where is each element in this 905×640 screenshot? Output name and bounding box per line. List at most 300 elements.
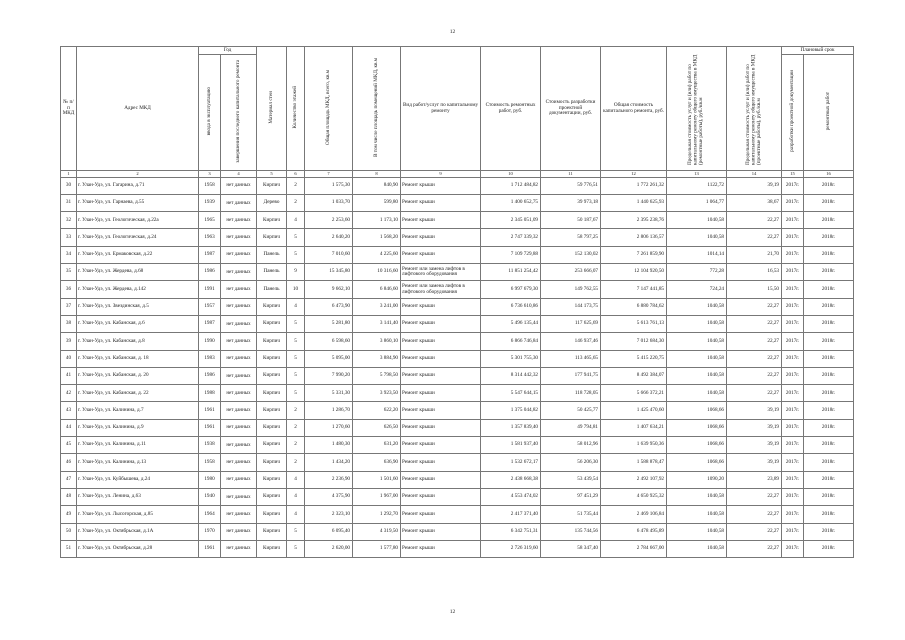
cell-total-cost: 1 407 634,21: [601, 419, 667, 436]
cell-plan-repair: 2018г.: [804, 506, 854, 523]
col-floors-label: Количество этажей: [291, 85, 298, 129]
column-number: 13: [667, 171, 727, 178]
cell-plan-design: 2017г.: [782, 454, 804, 471]
cell-year: 1980: [199, 471, 221, 488]
cell-year: 1965: [199, 212, 221, 229]
cell-last-repair: нет данных: [221, 471, 257, 488]
col-material-header: [257, 47, 287, 171]
table-row: [61, 402, 854, 419]
cell-year: 1983: [199, 350, 221, 367]
cell-limit-design: 16,53: [727, 264, 782, 281]
cell-plan-design: 2017г.: [782, 419, 804, 436]
cell-address: г. Улан-Удэ, ул. Гарнаева, д.55: [77, 194, 199, 211]
cell-limit-design: 21,70: [727, 246, 782, 263]
col-no-header: № п/п МКД: [61, 47, 77, 171]
cell-design-cost: 118 728,05: [541, 385, 601, 402]
col-total-area-label: Общая площадь МКД, всего, кв.м: [324, 69, 331, 145]
column-number: 6: [287, 171, 305, 178]
column-number: 15: [782, 171, 804, 178]
cell-no: 37: [61, 298, 77, 315]
cell-total-area: 4 375,90: [305, 488, 353, 505]
cell-work-type: Ремонт крыши: [401, 246, 481, 263]
cell-no: 35: [61, 264, 77, 281]
cell-limit-cost: 1040,58: [667, 540, 727, 557]
cell-last-repair: нет данных: [221, 385, 257, 402]
cell-limit-cost: 1 064,77: [667, 194, 727, 211]
cell-material: Кирпич: [257, 488, 287, 505]
col-plan-group-header: Плановый срок: [782, 47, 854, 55]
cell-no: 49: [61, 506, 77, 523]
cell-plan-design: 2017г.: [782, 281, 804, 298]
cell-work-type: Ремонт или замена лифтов в лифтового оборудования: [401, 281, 481, 298]
cell-floors: 4: [287, 488, 305, 505]
cell-year: 1961: [199, 419, 221, 436]
cell-repair-cost: 1 712 484,82: [481, 177, 541, 194]
cell-limit-design: 39,19: [727, 177, 782, 194]
cell-plan-design: 2017г.: [782, 333, 804, 350]
cell-total-cost: 5 415 220,75: [601, 350, 667, 367]
cell-limit-cost: 1068,66: [667, 402, 727, 419]
table-row: [61, 246, 854, 263]
cell-premises-area: 3 884,90: [353, 350, 401, 367]
cell-year: 1940: [199, 488, 221, 505]
cell-premises-area: 4 319,50: [353, 523, 401, 540]
cell-plan-repair: 2018г.: [804, 298, 854, 315]
cell-last-repair: нет данных: [221, 315, 257, 332]
cell-plan-design: 2017г.: [782, 177, 804, 194]
cell-no: 42: [61, 385, 77, 402]
cell-total-cost: 6 478 495,89: [601, 523, 667, 540]
cell-material: Кирпич: [257, 350, 287, 367]
cell-total-area: 5 331,30: [305, 385, 353, 402]
cell-total-area: 5 095,00: [305, 350, 353, 367]
cell-plan-repair: 2018г.: [804, 212, 854, 229]
cell-limit-cost: 1068,66: [667, 437, 727, 454]
table-row: [61, 506, 854, 523]
cell-limit-cost: 1068,66: [667, 419, 727, 436]
cell-premises-area: 1 292,70: [353, 506, 401, 523]
cell-last-repair: нет данных: [221, 212, 257, 229]
cell-plan-repair: 2018г.: [804, 264, 854, 281]
column-number: 10: [481, 171, 541, 178]
cell-total-area: 6 473,90: [305, 298, 353, 315]
cell-design-cost: 144 173,75: [541, 298, 601, 315]
cell-limit-design: 22,27: [727, 540, 782, 557]
cell-address: г. Улан-Удэ, ул. Ермаковская, д.22: [77, 246, 199, 263]
cell-repair-cost: 2 747 339,32: [481, 229, 541, 246]
cell-floors: 10: [287, 281, 305, 298]
cell-repair-cost: 5 496 135,44: [481, 315, 541, 332]
cell-material: Кирпич: [257, 212, 287, 229]
col-limit-cost-header: [667, 47, 727, 171]
table-row: [61, 212, 854, 229]
table-row: [61, 540, 854, 557]
cell-limit-cost: 1040,58: [667, 350, 727, 367]
column-number: 14: [727, 171, 782, 178]
cell-total-area: 2 323,10: [305, 506, 353, 523]
cell-design-cost: 149 762,55: [541, 281, 601, 298]
cell-material: Кирпич: [257, 298, 287, 315]
cell-premises-area: 636,90: [353, 454, 401, 471]
cell-total-area: 2 236,90: [305, 471, 353, 488]
cell-plan-repair: 2018г.: [804, 523, 854, 540]
cell-address: г. Улан-Удэ, ул. Октябрьская, д.1А: [77, 523, 199, 540]
cell-premises-area: 626,50: [353, 419, 401, 436]
cell-last-repair: нет данных: [221, 281, 257, 298]
col-plan-repair-label: ремонтных работ: [824, 92, 831, 131]
cell-material: Кирпич: [257, 315, 287, 332]
cell-no: 38: [61, 315, 77, 332]
cell-design-cost: 152 130,02: [541, 246, 601, 263]
col-floors-header: [287, 47, 305, 171]
cell-limit-cost: 1040,58: [667, 523, 727, 540]
cell-limit-design: 22,27: [727, 523, 782, 540]
cell-plan-design: 2017г.: [782, 315, 804, 332]
col-total-cost-header: Общая стоимость капитального ремонта, руб.: [601, 47, 667, 171]
col-year-commission-header: [199, 55, 221, 171]
cell-material: Кирпич: [257, 229, 287, 246]
cell-design-cost: 53 439,54: [541, 471, 601, 488]
cell-plan-repair: 2018г.: [804, 367, 854, 384]
cell-work-type: Ремонт крыши: [401, 402, 481, 419]
cell-address: г. Улан-Удэ, ул. Кабанская, д. 18: [77, 350, 199, 367]
cell-material: Панель: [257, 281, 287, 298]
cell-premises-area: 622,20: [353, 402, 401, 419]
cell-work-type: Ремонт крыши: [401, 333, 481, 350]
cell-material: Кирпич: [257, 177, 287, 194]
table-row: [61, 229, 854, 246]
cell-premises-area: 3 860,10: [353, 333, 401, 350]
cell-premises-area: 599,80: [353, 194, 401, 211]
cell-material: Кирпич: [257, 402, 287, 419]
cell-last-repair: нет данных: [221, 246, 257, 263]
cell-material: Кирпич: [257, 471, 287, 488]
cell-total-cost: 2 806 136,57: [601, 229, 667, 246]
cell-plan-design: 2017г.: [782, 350, 804, 367]
cell-floors: 5: [287, 540, 305, 557]
capital-repair-table: [60, 46, 854, 558]
cell-plan-repair: 2018г.: [804, 471, 854, 488]
cell-repair-cost: 5 547 644,15: [481, 385, 541, 402]
cell-limit-design: 15,50: [727, 281, 782, 298]
cell-premises-area: 3 141,40: [353, 315, 401, 332]
cell-repair-cost: 1 375 044,82: [481, 402, 541, 419]
cell-address: г. Улан-Удэ, ул. Геологическая, д.24: [77, 229, 199, 246]
cell-no: 34: [61, 246, 77, 263]
cell-last-repair: нет данных: [221, 488, 257, 505]
cell-address: г. Улан-Удэ, ул. Лысогорская, д.85: [77, 506, 199, 523]
cell-total-area: 2 640,20: [305, 229, 353, 246]
cell-floors: 4: [287, 212, 305, 229]
cell-material: Кирпич: [257, 367, 287, 384]
cell-no: 39: [61, 333, 77, 350]
cell-design-cost: 253 666,07: [541, 264, 601, 281]
col-year-group-header: Год: [199, 47, 257, 55]
table-row: [61, 367, 854, 384]
cell-no: 44: [61, 419, 77, 436]
cell-address: г. Улан-Удэ, ул. Звездинская, д.5: [77, 298, 199, 315]
table-row: [61, 333, 854, 350]
cell-total-cost: 1 440 625,93: [601, 194, 667, 211]
cell-total-cost: 7 012 684,30: [601, 333, 667, 350]
cell-year: 1963: [199, 229, 221, 246]
cell-design-cost: 58 012,96: [541, 437, 601, 454]
cell-design-cost: 39 973,18: [541, 194, 601, 211]
cell-work-type: Ремонт крыши: [401, 385, 481, 402]
cell-address: г. Улан-Удэ, ул. Калинина, д.11: [77, 437, 199, 454]
cell-repair-cost: 6 997 679,30: [481, 281, 541, 298]
cell-design-cost: 50 187,67: [541, 212, 601, 229]
cell-work-type: Ремонт или замена лифтов в лифтового оборудования: [401, 264, 481, 281]
cell-total-area: 6 598,60: [305, 333, 353, 350]
cell-plan-design: 2017г.: [782, 385, 804, 402]
cell-work-type: Ремонт крыши: [401, 350, 481, 367]
cell-limit-cost: 1040,58: [667, 333, 727, 350]
cell-no: 47: [61, 471, 77, 488]
cell-work-type: Ремонт крыши: [401, 315, 481, 332]
cell-total-cost: 2 492 107,92: [601, 471, 667, 488]
cell-premises-area: 631,20: [353, 437, 401, 454]
cell-premises-area: 840,90: [353, 177, 401, 194]
cell-repair-cost: 11 851 254,42: [481, 264, 541, 281]
cell-limit-design: 22,27: [727, 506, 782, 523]
col-premises-area-header: [353, 47, 401, 171]
col-year-last-repair-header: [221, 55, 257, 171]
cell-work-type: Ремонт крыши: [401, 229, 481, 246]
cell-limit-cost: 1040,58: [667, 488, 727, 505]
cell-address: г. Улан-Удэ, ул. Жердева, д.142: [77, 281, 199, 298]
cell-plan-repair: 2018г.: [804, 540, 854, 557]
cell-floors: 4: [287, 298, 305, 315]
cell-repair-cost: 5 301 755,30: [481, 350, 541, 367]
cell-repair-cost: 6 866 746,84: [481, 333, 541, 350]
cell-no: 43: [61, 402, 77, 419]
cell-year: 1987: [199, 246, 221, 263]
cell-limit-design: 39,19: [727, 402, 782, 419]
cell-repair-cost: 6 342 751,31: [481, 523, 541, 540]
cell-repair-cost: 7 109 729,88: [481, 246, 541, 263]
cell-repair-cost: 2 726 319,60: [481, 540, 541, 557]
cell-repair-cost: 1 581 937,40: [481, 437, 541, 454]
col-limit-design-label: Предельная стоимость услуг и (или) работ по капитальному ремонту общего имущества в МКД (проектные работы), руб./кв.м: [744, 54, 762, 166]
cell-material: Панель: [257, 246, 287, 263]
cell-last-repair: нет данных: [221, 454, 257, 471]
cell-limit-cost: 1040,58: [667, 298, 727, 315]
cell-design-cost: 177 941,75: [541, 367, 601, 384]
cell-plan-repair: 2018г.: [804, 229, 854, 246]
cell-last-repair: нет данных: [221, 229, 257, 246]
table-row: [61, 177, 854, 194]
cell-total-area: 15 345,80: [305, 264, 353, 281]
cell-total-cost: 1 639 950,36: [601, 437, 667, 454]
cell-design-cost: 49 794,81: [541, 419, 601, 436]
cell-work-type: Ремонт крыши: [401, 212, 481, 229]
cell-floors: 2: [287, 194, 305, 211]
cell-plan-repair: 2018г.: [804, 350, 854, 367]
cell-total-cost: 8 492 384,07: [601, 367, 667, 384]
cell-limit-design: 39,19: [727, 437, 782, 454]
cell-last-repair: нет данных: [221, 523, 257, 540]
cell-last-repair: нет данных: [221, 437, 257, 454]
cell-repair-cost: 8 314 442,32: [481, 367, 541, 384]
cell-total-cost: 2 469 106,84: [601, 506, 667, 523]
column-number: 8: [353, 171, 401, 178]
column-number: 12: [601, 171, 667, 178]
cell-design-cost: 117 625,69: [541, 315, 601, 332]
cell-limit-cost: 1040,58: [667, 367, 727, 384]
table-row: [61, 315, 854, 332]
cell-plan-design: 2017г.: [782, 523, 804, 540]
column-number-row: [61, 171, 854, 178]
cell-no: 48: [61, 488, 77, 505]
cell-repair-cost: 1 532 672,17: [481, 454, 541, 471]
cell-limit-design: 22,27: [727, 350, 782, 367]
cell-total-cost: 1 772 261,32: [601, 177, 667, 194]
cell-premises-area: 6 846,60: [353, 281, 401, 298]
column-number: 3: [199, 171, 221, 178]
cell-premises-area: 1 501,60: [353, 471, 401, 488]
cell-plan-repair: 2018г.: [804, 402, 854, 419]
cell-plan-repair: 2018г.: [804, 454, 854, 471]
cell-repair-cost: 1 357 839,40: [481, 419, 541, 436]
column-number: 2: [77, 171, 199, 178]
cell-address: г. Улан-Удэ, ул. Гагарина, д.71: [77, 177, 199, 194]
table-row: [61, 264, 854, 281]
col-material-label: Материал стен: [267, 90, 274, 124]
cell-plan-design: 2017г.: [782, 194, 804, 211]
cell-plan-design: 2017г.: [782, 367, 804, 384]
cell-address: г. Улан-Удэ, ул. Геологическая, д.22а: [77, 212, 199, 229]
cell-floors: 2: [287, 454, 305, 471]
cell-total-cost: 7 261 859,90: [601, 246, 667, 263]
cell-address: г. Улан-Удэ, ул. Куйбышева, д.24: [77, 471, 199, 488]
table-row: [61, 523, 854, 540]
cell-plan-repair: 2018г.: [804, 385, 854, 402]
cell-limit-design: 22,27: [727, 488, 782, 505]
cell-premises-area: 3 241,00: [353, 298, 401, 315]
cell-no: 32: [61, 212, 77, 229]
cell-year: 1970: [199, 523, 221, 540]
column-number: 5: [257, 171, 287, 178]
cell-floors: 9: [287, 264, 305, 281]
cell-premises-area: 1 967,00: [353, 488, 401, 505]
cell-total-cost: 2 395 238,76: [601, 212, 667, 229]
cell-total-cost: 7 147 441,85: [601, 281, 667, 298]
cell-plan-repair: 2018г.: [804, 246, 854, 263]
cell-work-type: Ремонт крыши: [401, 194, 481, 211]
cell-address: г. Улан-Удэ, ул. Кабанская, д.6: [77, 315, 199, 332]
col-total-area-header: [305, 47, 353, 171]
column-number: 7: [305, 171, 353, 178]
cell-total-cost: 4 650 925,32: [601, 488, 667, 505]
cell-work-type: Ремонт крыши: [401, 506, 481, 523]
cell-plan-repair: 2018г.: [804, 488, 854, 505]
cell-total-area: 7 990,20: [305, 367, 353, 384]
cell-total-cost: 5 666 372,21: [601, 385, 667, 402]
cell-work-type: Ремонт крыши: [401, 177, 481, 194]
cell-total-area: 1 434,20: [305, 454, 353, 471]
table-row: [61, 298, 854, 315]
cell-floors: 5: [287, 523, 305, 540]
cell-last-repair: нет данных: [221, 367, 257, 384]
table-row: [61, 281, 854, 298]
cell-last-repair: нет данных: [221, 177, 257, 194]
cell-limit-cost: 1040,58: [667, 315, 727, 332]
col-design-cost-header: Стоимость разработки проектной документации, руб.: [541, 47, 601, 171]
cell-total-area: 1 270,60: [305, 419, 353, 436]
cell-last-repair: нет данных: [221, 540, 257, 557]
table-body: [61, 177, 854, 558]
cell-total-area: 1 575,30: [305, 177, 353, 194]
cell-limit-design: 22,27: [727, 333, 782, 350]
cell-premises-area: 5 798,50: [353, 367, 401, 384]
cell-premises-area: 4 225,60: [353, 246, 401, 263]
cell-floors: 4: [287, 471, 305, 488]
cell-repair-cost: 2 345 051,09: [481, 212, 541, 229]
col-repair-cost-header: Стоимость ремонтных работ, руб.: [481, 47, 541, 171]
cell-total-cost: 1 425 470,60: [601, 402, 667, 419]
cell-design-cost: 50 425,77: [541, 402, 601, 419]
cell-no: 46: [61, 454, 77, 471]
cell-plan-design: 2017г.: [782, 212, 804, 229]
cell-no: 51: [61, 540, 77, 557]
cell-year: 1991: [199, 281, 221, 298]
cell-total-cost: 1 588 878,47: [601, 454, 667, 471]
cell-floors: 5: [287, 350, 305, 367]
cell-work-type: Ремонт крыши: [401, 419, 481, 436]
cell-year: 1986: [199, 264, 221, 281]
table-row: [61, 437, 854, 454]
cell-floors: 5: [287, 333, 305, 350]
cell-year: 1958: [199, 454, 221, 471]
cell-last-repair: нет данных: [221, 194, 257, 211]
cell-work-type: Ремонт крыши: [401, 488, 481, 505]
cell-floors: 4: [287, 506, 305, 523]
cell-design-cost: 51 735,44: [541, 506, 601, 523]
cell-limit-design: 38,67: [727, 194, 782, 211]
table-row: [61, 471, 854, 488]
col-plan-design-header: [782, 55, 804, 171]
cell-address: г. Улан-Удэ, ул. Кабанская, д. 22: [77, 385, 199, 402]
cell-plan-design: 2017г.: [782, 506, 804, 523]
cell-limit-design: 22,27: [727, 367, 782, 384]
col-limit-cost-label: Предельная стоимость услуг и (или) работ по капитальному ремонту общего имущества в МКД (ремонтные работы), руб./кв.м: [687, 54, 705, 166]
cell-plan-repair: 2018г.: [804, 315, 854, 332]
cell-no: 45: [61, 437, 77, 454]
cell-total-area: 5 281,80: [305, 315, 353, 332]
cell-no: 50: [61, 523, 77, 540]
cell-limit-cost: 1068,66: [667, 454, 727, 471]
page-number-bottom: 12: [449, 609, 456, 615]
col-limit-design-header: [727, 47, 782, 171]
cell-plan-design: 2017г.: [782, 488, 804, 505]
cell-limit-cost: 1040,58: [667, 506, 727, 523]
cell-no: 30: [61, 177, 77, 194]
cell-year: 1988: [199, 385, 221, 402]
cell-no: 36: [61, 281, 77, 298]
cell-plan-design: 2017г.: [782, 471, 804, 488]
cell-limit-cost: 724,24: [667, 281, 727, 298]
column-number: 9: [401, 171, 481, 178]
cell-plan-repair: 2018г.: [804, 177, 854, 194]
cell-total-area: 1 033,70: [305, 194, 353, 211]
cell-plan-repair: 2018г.: [804, 333, 854, 350]
cell-plan-repair: 2018г.: [804, 194, 854, 211]
table-row: [61, 194, 854, 211]
cell-repair-cost: 4 553 474,02: [481, 488, 541, 505]
cell-plan-design: 2017г.: [782, 298, 804, 315]
cell-premises-area: 1 173,10: [353, 212, 401, 229]
